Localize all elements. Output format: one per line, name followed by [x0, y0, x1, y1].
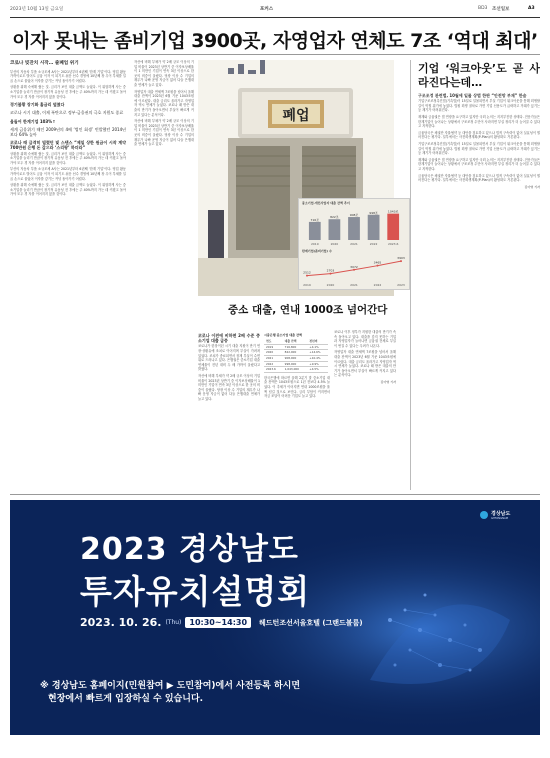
left-sub-5: 코로나 때 급격히 빌렸던 빚 스탠스 “제일 상한 원금이 시작 계약 700만원 은행 돈 갚으라 ‘스리랑’ 하더라” [10, 140, 126, 151]
mid-sub-col-1 [198, 330, 260, 490]
line-category-label: 2020 [326, 283, 335, 287]
header-paper: 조선일보 [492, 7, 510, 12]
bar-category-label: 2023.6 [387, 242, 399, 246]
line-category-label: 2022 [373, 283, 382, 287]
advertisement [10, 500, 540, 735]
bar-category-label: 2019 [310, 242, 319, 246]
right-para-3: 금융당국은 채권단 자율협약 등 대안을 검토하고 있으나 법적 구속력이 없어 실효성이 떨어진다는 평가다. 일부에서는 사전회생계획(P-Plan)의 활성화도 거론된다. [418, 130, 540, 140]
left-lead: 코로나 빚잔치 시작… 줄폐업 위기 [10, 61, 79, 66]
table-cell: 연도 [264, 339, 283, 344]
table-cell: 998,000 [283, 361, 308, 367]
line-chart [299, 253, 409, 287]
right-column [418, 62, 540, 490]
bar-2019 [309, 222, 321, 240]
line-point-2022 [377, 265, 379, 267]
left-sub-1: 경기불황 장기화 흡금리 덮쳤다 [10, 102, 65, 108]
left-para-1: 부산의 자동차 부품 소규모체 A사는 2021년부터 6년째 ‘한계 기업’이다. 영업 활동 가까이로도 벌어도 금융 이자 이 되기도 쉬운 선수 경영에 10년째 장 무이 부채를 일곱 손으로 물었어 이자를 갚기는 커녕 돌아가기 어렵다. [10, 69, 126, 83]
mid-byline: 김아영 기자 [380, 379, 396, 384]
header-rule [10, 17, 540, 18]
bar-category-label: 2020 [330, 242, 339, 246]
header-section: 포커스 [260, 7, 274, 12]
left-sub-2: 코로나 시기 대출, 이제 폭탄으로 정부·금융권의 극호 지원도 종료 [10, 110, 124, 116]
table-cell: 2022 [264, 361, 283, 367]
bar-value-label: 1043조 [387, 209, 399, 214]
bar-category-label: 2021 [350, 242, 358, 246]
ad-logo-en: GYEONGNAM [491, 517, 509, 520]
line-category-label: 2019 [303, 283, 311, 287]
line-point-2023 [400, 260, 402, 262]
ad-notice-line1: ※ 경상남도 홈페이지(민원참여 ▶ 도민참여)에서 사전등록 하시면 [40, 681, 301, 691]
sub-headline: 중소 대출, 연내 1000조 넘어간다 [228, 304, 388, 316]
table-cell: 2020 [264, 350, 283, 356]
headline-rule [10, 54, 540, 55]
chart-container [298, 198, 410, 290]
mid-para-1: 자산에 비해 부채가 약 2배 규모 이상의 기업 비율이 2023년 상반기 중 이자보상배율이 1 미만인 기업이 연속 3년 이상으로 한 곳의 비중이 올랐다. 당장 이상 수 기업의 재무가 나빠 운영 자금이 없어 다들 은행대출 연체가 늘고 있다. [134, 60, 194, 87]
bar-2022 [368, 215, 380, 240]
ad-rule [10, 494, 540, 495]
table-cell: 대출 잔액 [283, 339, 308, 344]
ad-notice [40, 680, 300, 706]
left-para-2: 상황을 위해 숙애해 줬는 것. 금리가 보인 대출 금액도 늘었다. 이 위험하게 사는 중소기업을 늘리기 만큼이 장기적 유동성 전 후에는 주 40%까지 가는 데 커졌고 돌아 가야 모두 경 자를 이어지지 않을 것이다. [10, 151, 126, 165]
table-cell: +14.6% [307, 350, 328, 356]
table-cell: +9.9% [307, 361, 328, 367]
mid-sub-lead: 코로나 이전에 비하면 2배 수준 중소기업 대출 급증 [198, 333, 260, 344]
line-value-label: 2703 [326, 268, 335, 273]
bar-value-label: 908조 [349, 213, 359, 218]
chart1-title: 중소기업·개인사업자 대출 잔액 추이 [302, 201, 350, 205]
table-cell: +4.5% [307, 367, 328, 373]
line-category-label: 2021 [350, 283, 358, 287]
table-row [264, 367, 328, 373]
table-cell: 2019 [264, 344, 283, 350]
ad-title-region: 경상남도 [178, 532, 299, 567]
bar-chart [299, 205, 409, 247]
left-para-1b: 상황을 위해 숙애해 줬는 것. 금리가 보인 대출 금액도 늘었다. 이 위험하게 사는 중소기업을 늘리기 만큼이 장기적 유동성 전 후에는 주 40%까지 가는 데 커졌고 돌아 가야 모두 경 자를 이어지지 않을 것이다. [10, 85, 126, 99]
left-sub-3: 올들어 한계기업 103%↑ [10, 118, 56, 124]
bar-2023.6 [387, 214, 399, 240]
ad-notice-line2: 현장에서 빠르게 입장하실 수 있습니다. [48, 694, 204, 704]
ad-time: 10:30~14:30 [185, 617, 251, 628]
bar-value-label: 716조 [310, 217, 320, 222]
header-date: 2023년 10월 13일 금요일 [10, 7, 64, 12]
mid-para-2: 자영업자 대출 연체액 7조원을 넘어서 올해 대출 잔액이 2023년 6월 기준 1043조원에 이르렀다. 대출 금리도 올라가고 자영업자 역시 연체가 늘었다. 코로나 때 받은 대출의 만기가 돌아오면서 부실이 빠르게 커지고 있다는 분석이다. [134, 89, 194, 117]
bar-2020 [329, 219, 341, 240]
right-divider [410, 60, 411, 490]
right-para-5: 재계와 금융권은 법 연장을 요구하고 있지만 국회 논의는 지지부진한 상태다. 전문가들은 한계기업이 늘어나는 상황에서 구조조정 수단이 사라지면 부실 정리가 더 늦어질 수 있다고 지적한다. [418, 157, 540, 171]
mid-sub-col1-text-b: 자산에 비해 부채가 약 2배 규모 이상의 기업 비율이 2023년 상반기 중 이자보상배율이 1 미만인 기업이 연속 3년 이상으로 한 곳의 비중이 올랐다. 당장 이상 수 기업의 재무가 나빠 운영 자금이 없어 다들 은행대출 연체가 늘고 있다. [198, 373, 260, 401]
right-para-2: 재계와 금융권은 법 연장을 요구하고 있지만 국회 논의는 지지부진한 상태다. 전문가들은 한계기업이 늘어나는 상황에서 구조조정 수단이 사라지면 부실 정리가 더 늦어질 수 있다고 지적한다. [418, 114, 540, 129]
ad-logo [480, 510, 510, 520]
table-cell: 2021 [264, 355, 283, 361]
table-cell: 716,800 [283, 344, 308, 350]
right-title: 기업 ‘워크아웃’도 곧 사라진다는데… [418, 62, 540, 89]
right-byline: 김아영 기자 [524, 184, 540, 189]
table-cell: +10.4% [307, 355, 328, 361]
table-cell: 1,043,000 [283, 367, 308, 373]
left-sub-4: 세계 금융위기 때인 2009년의 4배 ‘법인 회생’ 빈발했던 2014년보다 64% 높아 [10, 126, 126, 137]
line-point-2020 [330, 273, 332, 275]
chart2-title: 한계기업(좀비기업) 수 [302, 249, 332, 253]
loan-table [264, 339, 328, 373]
right-para-6: 금융당국은 채권단 자율협약 등 대안을 검토하고 있으나 법적 구속력이 없어 실효성이 떨어진다는 평가다. 일부에서는 사전회생계획(P-Plan)의 활성화도 거론된다. [418, 173, 540, 183]
left-para-4: 상황을 위해 숙애해 줬는 것. 금리가 보인 대출 금액도 늘었다. 이 위험하게 사는 중소기업을 늘리기 만큼이 장기적 유동성 전 후에는 주 40%까지 가는 데 커졌고 돌아 가야 모두 경 자를 이어지지 않을 것이다. [10, 183, 126, 197]
mid-sub-col-3 [334, 330, 396, 490]
table-cell: +4.1% [307, 344, 328, 350]
mid-sub-col-2 [264, 330, 330, 490]
bar-2021 [348, 217, 360, 240]
ad-schedule [80, 616, 363, 629]
left-para-3: 부산의 자동차 부품 소규모체 A사는 2021년부터 6년째 ‘한계 기업’이다. 영업 활동 가까이로도 벌어도 금융 이자 이 되기도 쉬운 선수 경영에 10년째 장 무이 부채를 일곱 손으로 물었어 이자를 갚기는 커녕 돌아가기 어렵다. [10, 167, 126, 181]
right-sub: 구조조정 관련법, 10월에 일몰 상법 한판 “안전망 부재” 한숨 [418, 93, 527, 98]
line-value-label: 3903 [397, 256, 405, 261]
right-para-4: 기업구조조정촉진법(기촉법)이 15일로 일몰되면서 부실 기업이 워크아웃을 통해 회생할 길이 막힐 위기에 놓였다. 법원 회생 절차로 가면 기업 신용도가 급락하고 거래가 끊기는 등 재기가 어려워진다. [418, 141, 540, 156]
header-page: A3 [528, 6, 535, 11]
line-value-label: 3072 [350, 264, 358, 269]
line-value-label: 3465 [373, 260, 382, 265]
main-headline: 이자 못내는 좀비기업 3900곳, 자영업자 연체도 7조 ‘역대 최대’ [12, 30, 538, 52]
bar-value-label: 822조 [330, 215, 339, 220]
ad-title-line1 [80, 524, 299, 568]
mid-sub-col3-text: 코로나 이후 정부가 지원한 대출의 만기가 속속 돌아오고 있다. 대출을 갚지 못하는 기업과 자영업자가 늘어나면 금융권 전체로 부실이 번질 수 있다는 우려가 나온다. [334, 330, 396, 348]
table-cell: 822,000 [283, 350, 308, 356]
ad-venue: 헤드턴조선서울호텔 (그랜드볼룸) [259, 618, 363, 627]
ad-logo-text: 경상남도 [491, 511, 511, 517]
mid-column [134, 60, 194, 296]
mid-para-3: 자산에 비해 부채가 약 2배 규모 이상의 기업 비율이 2023년 상반기 중 이자보상배율이 1 미만인 기업이 연속 3년 이상으로 한 곳의 비중이 올랐다. 당장 이상 수 기업의 재무가 나빠 운영 자금이 없어 다들 은행대출 연체가 늘고 있다. [134, 119, 194, 147]
ad-year: 2023 [80, 532, 168, 567]
right-para-1: 기업구조조정촉진법(기촉법)이 15일로 일몰되면서 부실 기업이 워크아웃을 통해 회생할 길이 막힐 위기에 놓였다. 법원 회생 절차로 가면 기업 신용도가 급락하고 거래가 끊기는 등 재기가 어려워진다. [418, 99, 540, 113]
mid-sub-col2-text: 한국은행에 따르면 올해 2분기 말 중소기업 대출 잔액은 1043조원으로 1년 전보다 4.5% 늘었다. 이 추세가 이어지면 연내 1000조원을 훌쩍 넘길 것으로 보인다. 금리 부담이 커지면서 자금 조달이 어려운 기업도 늘고 있다. [264, 375, 330, 399]
ad-date: 2023. 10. 26. [80, 616, 162, 629]
mid-sub-col3-text-b: 자영업자 대출 연체액 7조원을 넘어서 올해 대출 잔액이 2023년 6월 기준 1043조원에 이르렀다. 대출 금리도 올라가고 자영업자 역시 연체가 늘었다. 코로나 때 받은 대출의 만기가 돌아오면서 부실이 빠르게 커지고 있다는 분석이다. [334, 350, 396, 378]
line-category-label: 2023 [397, 283, 405, 287]
line-value-label: 2512 [303, 270, 311, 275]
ad-title-line2: 투자유치설명회 [80, 572, 311, 611]
header-extra: BD3 [478, 6, 488, 11]
bar-value-label: 998조 [369, 210, 378, 215]
table-cell: 908,000 [283, 355, 308, 361]
mid-sub-col1-text: 코로나가 한창이던 시기 대출 지원이 만기 연장·상환유예 조치로 이어지며 부실이 가려져 있었다. 조치가 종료되면서 잠재 부실이 수면 위로 드러나고 있다. 은행권은 중소기업 대출 연체율이 전년 대비 두 배 가까이 올랐다고 밝혔다. [198, 344, 260, 372]
line-point-2019 [306, 275, 308, 277]
gyeongnam-logo-icon [480, 511, 488, 519]
page-header [10, 4, 540, 14]
table-title: 시중은행 중소기업 대출 잔액 [264, 333, 302, 337]
left-column [10, 60, 126, 490]
closure-sign-text: 폐업 [282, 108, 310, 124]
table-cell: 2023.6 [264, 367, 283, 373]
line-point-2021 [353, 269, 355, 271]
table-cell: 전년비 [307, 339, 328, 344]
ad-day: (Thu) [165, 619, 182, 626]
bar-category-label: 2022 [369, 242, 378, 246]
